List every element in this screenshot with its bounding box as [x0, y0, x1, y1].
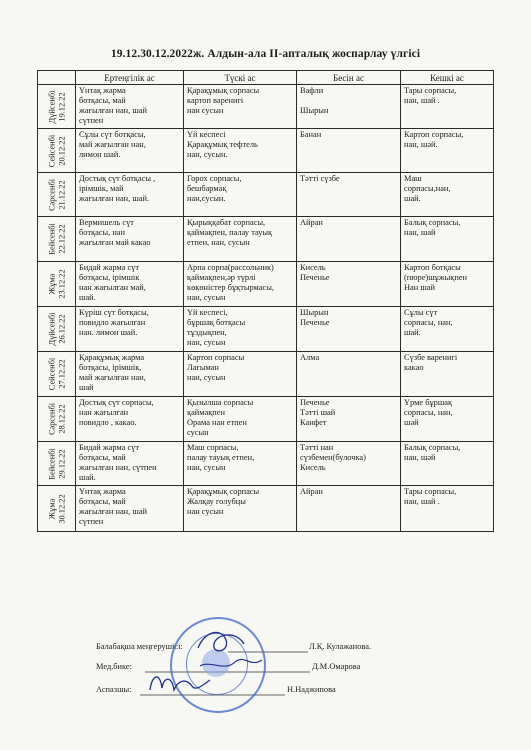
- dinner-text: Тары сорпасы, нан, шай .: [404, 487, 457, 506]
- dinner-text: Үрме бұршақ сорпасы, нан, шәй: [404, 398, 453, 427]
- day-name: Дүйсенбі: [47, 312, 56, 346]
- day-date: 21.12.22: [56, 179, 66, 210]
- snack-text: Кисель Печенье: [300, 263, 330, 282]
- signature-role-nurse: Мед.бике:: [96, 662, 132, 671]
- dinner-text: Балық сорпасы, нан, шай: [404, 218, 461, 237]
- signature-name-head: Л.Қ. Кулажанова.: [309, 642, 372, 651]
- day-date: 22.12.22: [56, 224, 66, 254]
- breakfast-text: Қарақұмық жарма ботқасы, ірімшік, май жағылған нан, шай: [79, 353, 146, 392]
- page-title: 19.12.30.12.2022ж. Алдын-ала II-апталық жоспарлау үлгісі: [110, 48, 421, 60]
- dinner-text: Балық сорпасы, нан, шәй: [404, 443, 461, 462]
- day-name: Бейсенбі: [47, 447, 56, 480]
- header-breakfast: Ертеңгілік ас: [76, 71, 184, 85]
- day-date: 20.12.22: [56, 135, 66, 166]
- lunch-text: Горох сорпасы, бешбармақ нан,сусын.: [187, 174, 242, 203]
- dinner-text: Тары сорпасы, нан, шай .: [404, 86, 457, 105]
- snack-text: Шырын Печенье: [300, 308, 330, 327]
- breakfast-text: Бидай жарма сүт ботқасы, май жағылған нан, сүтпен шай.: [79, 443, 157, 482]
- snack-text: Банан: [300, 130, 322, 139]
- signature-name-cook: Н.Наджипова: [287, 685, 336, 694]
- day-name: Сейсенбі: [47, 134, 56, 167]
- header-dinner: Кешкі ас: [401, 71, 494, 85]
- lunch-text: Қарақұмық сорпасы картоп варенигі нан сусын: [187, 86, 260, 115]
- breakfast-text: Достық сүт ботқасы , ірімшік, май жағылған нан, шай.: [79, 174, 156, 203]
- breakfast-text: Күріш сүт ботқасы, повидло жағылған нан. лимон шай.: [79, 308, 149, 337]
- day-name: Бейсенбі: [47, 223, 56, 255]
- day-date: 27.12.22: [56, 359, 66, 389]
- day-date: 19.12.22: [56, 91, 66, 122]
- signature-name-nurse: Д.М.Омарова: [312, 662, 361, 671]
- day-date: 30.12.22: [56, 493, 66, 524]
- dinner-text: Маш сорпасы,нан, шай.: [404, 174, 451, 203]
- breakfast-text: Үнтақ жарма ботқасы, май жағылған нан, шай сүтпен: [79, 487, 147, 526]
- day-date: 28.12.22: [56, 404, 66, 434]
- day-name: Жұма: [47, 498, 56, 519]
- snack-text: Айран: [300, 218, 323, 227]
- breakfast-text: Вермишель сүт ботқасы, нан жағылған май какао: [79, 218, 151, 247]
- lunch-text: Қарақұмық сорпасы Жалқау голубцы нан сусын: [187, 487, 260, 516]
- header-snack: Бесін ас: [297, 71, 401, 85]
- lunch-text: Арпа сорпа(рассольник) қаймақпен,әр түрлі көкөністер бұқтырмасы, нан, сусын: [187, 263, 274, 302]
- breakfast-text: Достық сүт сорпасы, нан жағылған повидло , какао.: [79, 398, 154, 427]
- snack-text: Вафли Шырын: [300, 86, 329, 115]
- snack-text: Тәтті сүзбе: [300, 174, 340, 183]
- day-name: Сәрсенбі: [47, 402, 56, 436]
- breakfast-text: Үнтақ жарма ботқасы, май жағылған нан, шай сүтпен: [79, 86, 147, 125]
- lunch-text: Үй кеспесі, бұршақ ботқасы тұздықпен, нан, сусын: [187, 308, 246, 347]
- dinner-text: Сүзбе варенигі какао: [404, 353, 458, 372]
- day-name: Сәрсенбі: [47, 178, 56, 211]
- breakfast-text: Сұлы сүт ботқасы, май жағылған нан, лимон шай.: [79, 130, 146, 159]
- day-date: 26.12.22: [56, 314, 66, 344]
- lunch-text: Маш сорпасы, палау тауық етпен, нан, сусын: [187, 443, 255, 472]
- lunch-text: Қырыққабат сорпасы, қаймақпен, палау тауық етпен, нан, сусын: [187, 218, 273, 247]
- snack-text: Алма: [300, 353, 320, 362]
- day-date: 29.12.22: [56, 448, 66, 479]
- breakfast-text: Бидай жарма сүт ботқасы, ірімшік нан жағылған май, шай.: [79, 263, 146, 302]
- signature-role-head: Балабақша меңгерушісі:: [96, 642, 183, 651]
- header-lunch: Түскі ас: [184, 71, 297, 85]
- signature-role-cook: Аспазшы:: [96, 685, 132, 694]
- dinner-text: Сұлы сүт сорпасы, нан, шай.: [404, 308, 453, 337]
- day-name: Дүйсенбі: [47, 90, 56, 123]
- snack-text: Печенье Тәтті шай Канфет: [300, 398, 336, 427]
- day-name: Жұма: [47, 273, 56, 295]
- day-date: 23.12.22: [56, 269, 66, 299]
- dinner-text: Картоп сорпасы, нан, шәй.: [404, 130, 464, 149]
- dinner-text: Картоп ботқасы (пюре)шұжықпен Нан шай: [404, 263, 468, 292]
- day-name: Сейсенбі: [47, 357, 56, 391]
- lunch-text: Үй кеспесі Қарақұмық тефтель нан, сусын.: [187, 130, 258, 159]
- snack-text: Тәтті нан сүзбемен(булочка) Кисель: [300, 443, 366, 472]
- lunch-text: Қызылша сорпасы қаймақпен Орама нан етпен сусын: [187, 398, 254, 437]
- snack-text: Айран: [300, 487, 323, 496]
- lunch-text: Картоп сорпасы Лағыман нан, сусын: [187, 353, 245, 382]
